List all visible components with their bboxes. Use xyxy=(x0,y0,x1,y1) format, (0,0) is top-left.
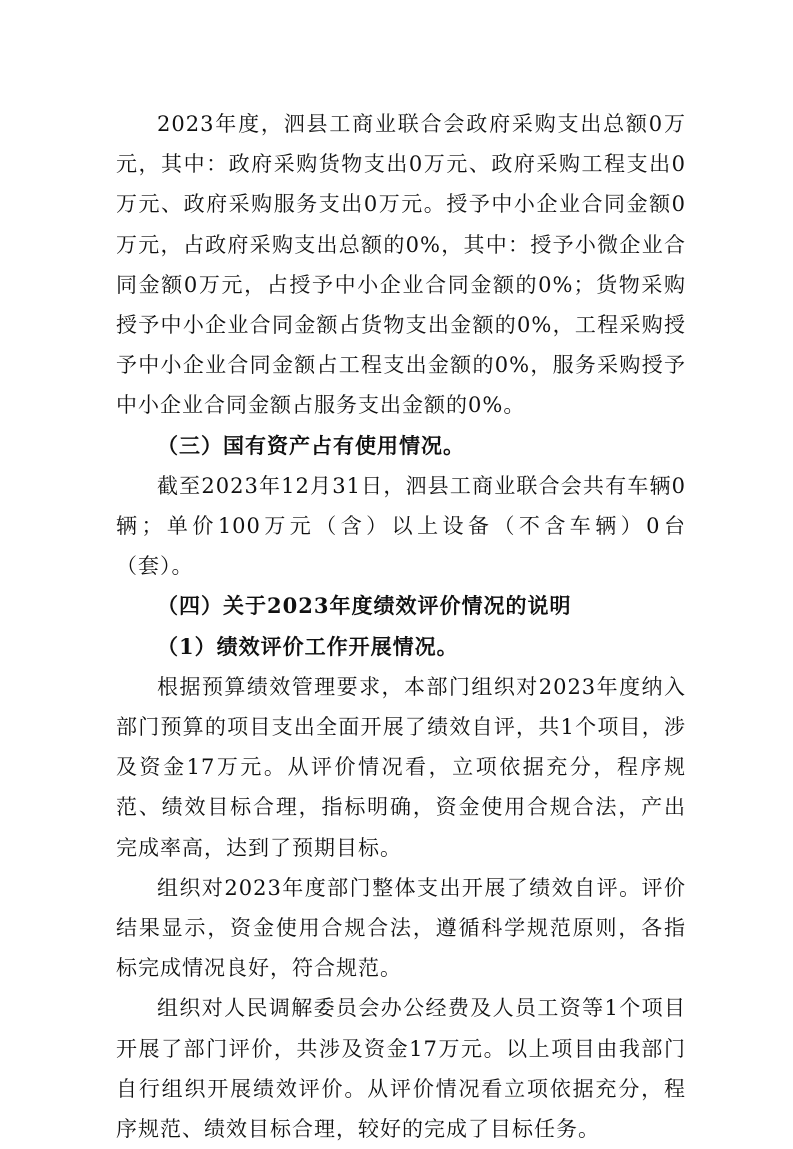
work-heading: （1）绩效评价工作开展情况。 xyxy=(157,633,459,659)
project-evaluation-paragraph: 根据预算绩效管理要求，本部门组织对2023年度纳入部门预算的项目支出全面开展了绩效自评，共1个项目，涉及资金17万元。从评价情况看，立项依据充分，程序规范、绩效目标合理，指标明确，资金使用合规合法，产出完成率高，达到了预期目标。 xyxy=(116,674,686,860)
performance-heading: （四）关于2023年度绩效评价情况的说明 xyxy=(157,593,572,619)
department-evaluation-paragraph: 组织对人民调解委员会办公经费及人员工资等1个项目开展了部门评价，共涉及资金17万元。以上项目由我部门自行组织开展绩效评价。从评价情况看立项依据充分，程序规范、绩效目标合理，较好的完成了目标任务。 xyxy=(116,996,686,1142)
document-body xyxy=(116,104,686,1149)
assets-heading: （三）国有资产占有使用情况。 xyxy=(157,432,465,458)
procurement-paragraph: 2023年度，泗县工商业联合会政府采购支出总额0万元，其中：政府采购货物支出0万元、政府采购工程支出0万元、政府采购服务支出0万元。授予中小企业合同金额0万元，占政府采购支出总额的0%，其中：授予小微企业合同金额0万元，占授予中小企业合同金额的0%；货物采购授予中小企业合同金额占货物支出金额的0%，工程采购授予中小企业合同金额占工程支出金额的0%，服务采购授予中小企业合同金额占服务支出金额的0%。 xyxy=(116,112,686,418)
assets-paragraph: 截至2023年12月31日，泗县工商业联合会共有车辆0辆；单价100万元（含）以上设备（不含车辆）0台（套）。 xyxy=(116,473,686,579)
overall-evaluation-paragraph: 组织对2023年度部门整体支出开展了绩效自评。评价结果显示，资金使用合规合法，遵循科学规范原则，各指标完成情况良好，符合规范。 xyxy=(116,875,686,981)
